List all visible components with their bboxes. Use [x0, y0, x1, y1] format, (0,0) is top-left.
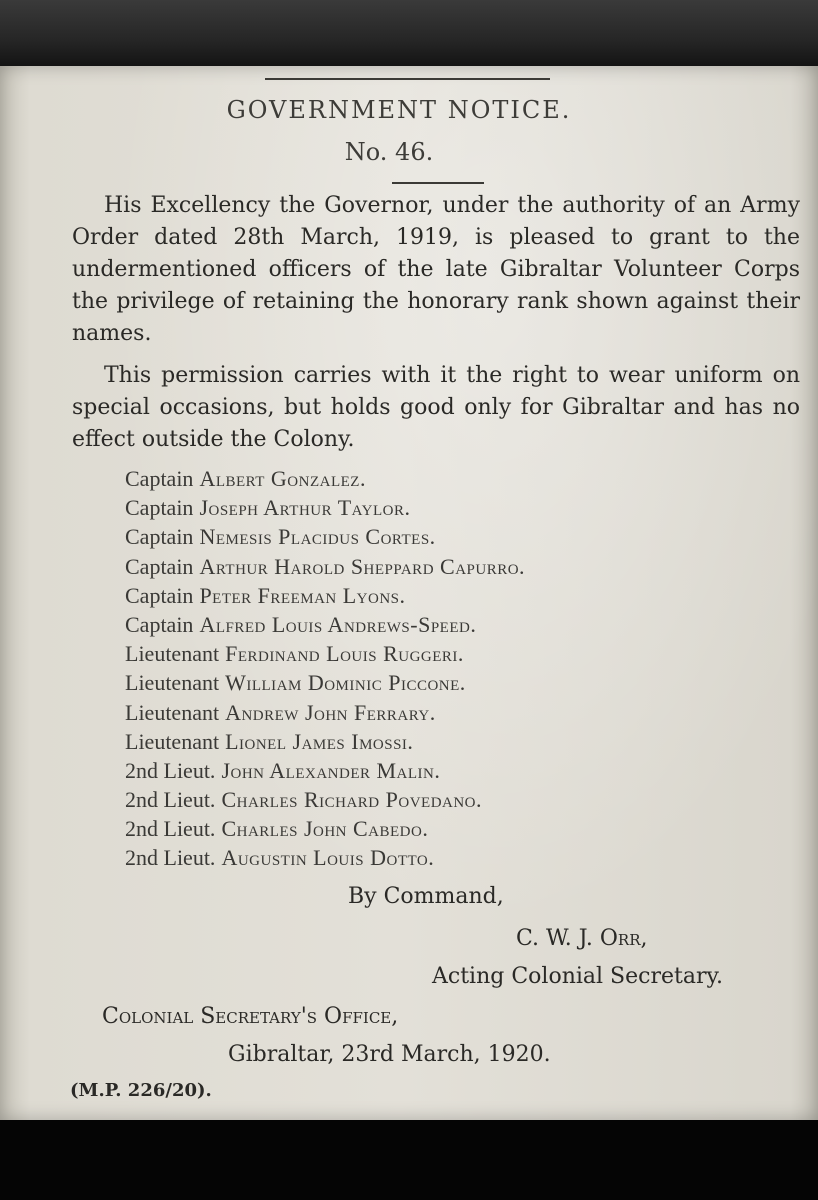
officer-entry	[125, 522, 525, 551]
officer-entry	[125, 668, 525, 697]
officer-rank: 2nd Lieut.	[125, 787, 216, 813]
notice-heading: GOVERNMENT NOTICE.	[226, 96, 572, 124]
officer-name: Augustin Louis Dotto.	[221, 845, 435, 871]
newspaper-clipping	[0, 66, 818, 1120]
by-command-line: By Command,	[348, 884, 504, 909]
officer-rank: Captain	[125, 524, 194, 550]
officer-entry	[125, 493, 525, 522]
notice-number: No. 46.	[344, 138, 434, 166]
officer-entry	[125, 552, 525, 581]
officer-name: Nemesis Placidus Cortes.	[199, 524, 436, 550]
officer-entry	[125, 610, 525, 639]
notice-paragraph-1: His Excellency the Governor, under the authority of an Army Order dated 28th March, 1919, is pleased to grant to the undermentioned officers of the late Gibraltar Volunteer Corps the privilege of retaining the honorary rank shown against their names.	[72, 193, 800, 346]
officer-entry	[125, 785, 525, 814]
officer-rank: Captain	[125, 466, 194, 491]
officer-name: Andrew John Ferrary.	[225, 699, 436, 725]
officer-entry	[125, 756, 525, 785]
officer-entry	[125, 581, 525, 610]
top-rule	[265, 78, 550, 80]
officer-name: Albert Gonzalez.	[199, 466, 366, 491]
officer-name: Peter Freeman Lyons.	[199, 582, 406, 608]
officer-name: Joseph Arthur Taylor.	[199, 495, 411, 521]
officer-entry	[125, 464, 525, 493]
signer-title: Acting Colonial Secretary.	[432, 964, 723, 989]
officer-rank: 2nd Lieut.	[125, 757, 216, 783]
place-and-date: Gibraltar, 23rd March, 1920.	[228, 1042, 551, 1067]
officer-name: Lionel James Imossi.	[225, 728, 414, 754]
officer-entry	[125, 727, 525, 756]
officer-entry	[125, 639, 525, 668]
notice-paragraph-2: This permission carries with it the right to wear uniform on special occasions, but holds good only for Gibraltar and has no effect outside the Colony.	[72, 363, 800, 452]
officer-rank: Lieutenant	[125, 699, 220, 725]
officer-entry	[125, 698, 525, 727]
officer-list	[125, 464, 525, 873]
officer-rank: 2nd Lieut.	[125, 816, 216, 842]
officer-name: Charles John Cabedo.	[221, 816, 429, 842]
officer-name: John Alexander Malin.	[221, 757, 441, 783]
heading-rule	[392, 182, 484, 184]
officer-name: Ferdinand Louis Ruggeri.	[225, 641, 464, 667]
signer-name: C. W. J. Orr,	[516, 926, 648, 951]
officer-rank: Lieutenant	[125, 728, 220, 754]
officer-rank: Captain	[125, 553, 194, 579]
officer-rank: Captain	[125, 611, 194, 637]
officer-name: William Dominic Piccone.	[225, 670, 466, 696]
officer-rank: Captain	[125, 495, 194, 521]
issuing-office: Colonial Secretary's Office,	[102, 1004, 399, 1029]
officer-name: Arthur Harold Sheppard Capurro.	[199, 553, 526, 579]
officer-rank: Captain	[125, 582, 194, 608]
officer-name: Alfred Louis Andrews-Speed.	[199, 611, 477, 637]
file-reference: (M.P. 226/20).	[70, 1080, 212, 1101]
officer-rank: Lieutenant	[125, 670, 220, 696]
officer-name: Charles Richard Povedano.	[221, 787, 483, 813]
officer-entry	[125, 814, 525, 843]
officer-rank: Lieutenant	[125, 641, 220, 667]
officer-entry	[125, 843, 525, 872]
officer-rank: 2nd Lieut.	[125, 845, 216, 871]
